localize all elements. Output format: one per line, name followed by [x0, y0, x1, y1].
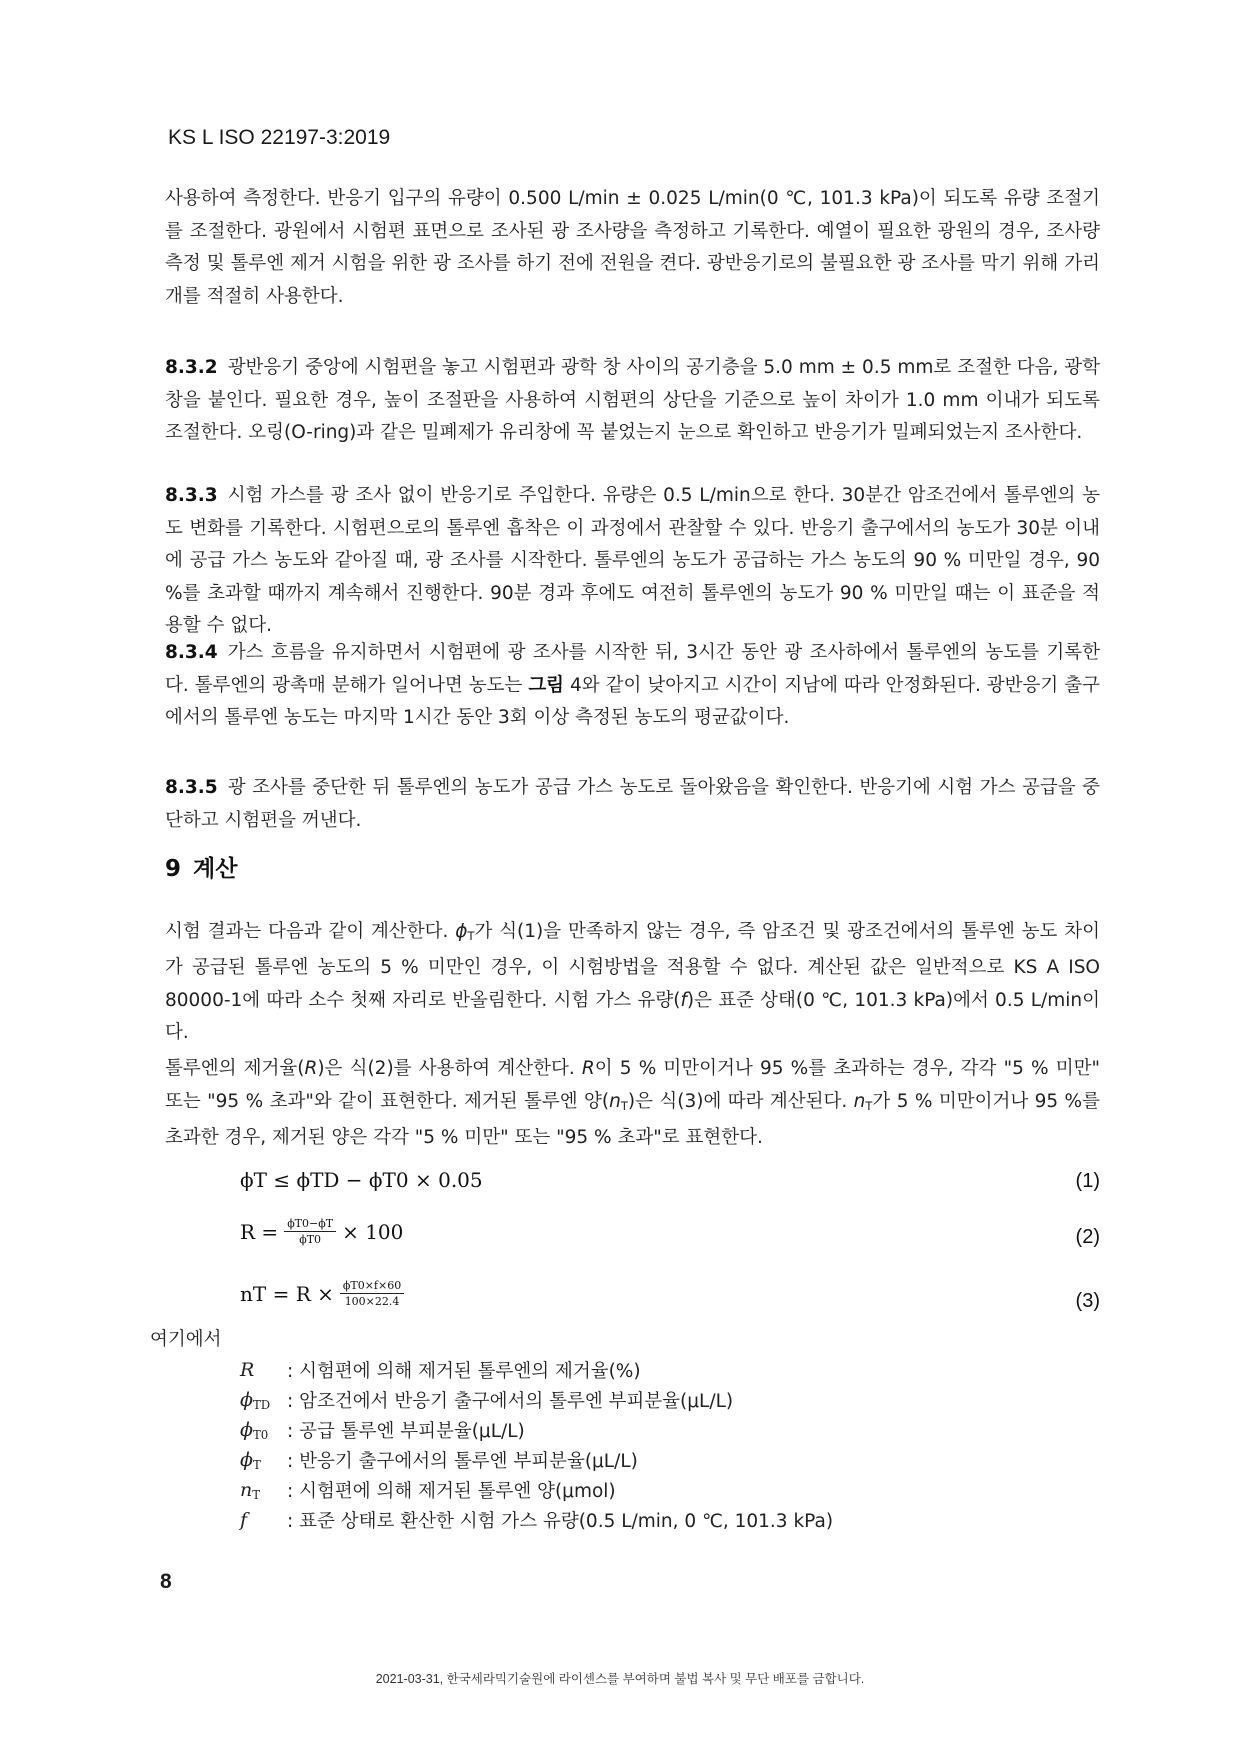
page-number: 8: [160, 1570, 172, 1593]
definition-text: : 표준 상태로 환산한 시험 가스 유량(0.5 L/min, 0 ℃, 101.3 kPa): [287, 1511, 834, 1532]
phi-symbol: [455, 921, 474, 942]
paragraph-text: 광 조사를 중단한 뒤 톨루엔의 농도가 공급 가스 농도로 돌아왔음을 확인한다. 반응기에 시험 가스 공급을 중단하고 시험편을 꺼낸다.: [165, 777, 1100, 831]
equation-text: ϕT ≤ ϕTD − ϕT0 × 0.05: [240, 1168, 483, 1192]
definition-item: [240, 1445, 833, 1475]
clause-number: 8.3.3: [165, 485, 218, 506]
symbol-subscript: T: [252, 1487, 261, 1502]
calculation-paragraph-1: [165, 916, 1100, 1050]
paragraph-text: 4와 같이 낮아지고 시간이 지남에 따라 안정화된다. 광반응기 출구에서의 톨루엔 농도는 마지막 1시간 동안 3회 이상 측정된 농도의 평균값이다.: [165, 674, 1100, 728]
fraction-numerator: ϕT0×f×60: [340, 1278, 404, 1294]
removed-amount-symbol: [609, 1091, 628, 1112]
symbol-text: n: [609, 1090, 621, 1112]
paragraph-text: 이 5 % 미만이거나 95 %를 초과하는 경우, 각각 "5 % 미만" 또는 "95 % 초과"와 같이 표현한다. 제거된 톨루엔 양(: [165, 1058, 1100, 1112]
clause-number: 8.3.4: [165, 642, 218, 663]
equation-1-number: (1): [1075, 1170, 1100, 1192]
equation-rhs: × 100: [342, 1219, 404, 1244]
equation-lhs: R =: [240, 1219, 279, 1244]
clause-8-3-4: [165, 637, 1100, 735]
symbol-text: f: [240, 1508, 248, 1531]
symbol-subscript: T: [252, 1457, 261, 1472]
paragraph-text: 가 식(1)을 만족하지 않는 경우, 즉 암조건 및 광조건에서의 톨루엔 농도 차이가 공급된 톨루엔 농도의 5 % 미만인 경우, 이 시험방법을 적용할 수 없다. 계산된 값은 일반적으로 KS A ISO 80000-1에 따라 소수 첫째 자리로 반올림한다. 시험 가스 유량(: [165, 921, 1100, 1011]
fraction-denominator: 100×22.4: [344, 1295, 400, 1308]
removal-rate-symbol: R: [304, 1058, 318, 1079]
symbol-text: n: [240, 1478, 253, 1501]
calculation-paragraph-2: [165, 1053, 1100, 1154]
equation-3-number: (3): [1075, 1290, 1100, 1312]
symbol-text: n: [853, 1090, 866, 1112]
clause-number: 8.3.5: [165, 777, 218, 798]
paragraph-text: )은 식(2)를 사용하여 계산한다.: [317, 1058, 582, 1079]
symbol-subscript: T: [865, 1098, 873, 1113]
removed-amount-symbol: [854, 1091, 873, 1112]
fraction-numerator: ϕT0−ϕT: [284, 1216, 336, 1232]
paragraph-text: 가스 흐름을 유지하면서 시험편에 광 조사를 시작한 뒤, 3시간 동안 광 조사하에서 톨루엔의 농도를 기록한다. 톨루엔의 광촉매 분해가 일어나면 농도는: [165, 642, 1100, 696]
definition-text: : 시험편에 의해 제거된 톨루엔 양(μmol): [287, 1481, 616, 1502]
standard-code-header: KS L ISO 22197-3:2019: [168, 126, 391, 149]
section-title-text: 계산: [193, 856, 238, 882]
fraction-denominator: ϕT0: [299, 1233, 322, 1246]
paragraph-text: )은 표준 상태(0 ℃, 101.3 kPa)에서 0.5 L/min이다.: [165, 989, 1100, 1044]
definition-item: [240, 1505, 833, 1535]
clause-number: 8.3.2: [165, 357, 218, 378]
symbol-text: ϕ: [240, 1418, 253, 1441]
paragraph-text: 가 5 % 미만이거나 95 %를 초과한 경우, 제거된 양은 각각 "5 % 미만" 또는 "95 % 초과"로 표현한다.: [165, 1090, 1101, 1148]
definition-symbol: [240, 1389, 287, 1412]
symbol-text: ϕ: [240, 1448, 253, 1471]
symbol-subscript: T: [467, 928, 475, 943]
definition-item: [240, 1385, 833, 1415]
section-number: 9: [165, 856, 182, 882]
equation-2-number: (2): [1075, 1226, 1100, 1248]
section-heading: [165, 850, 249, 883]
definition-symbol: [240, 1479, 287, 1502]
definition-symbol: [240, 1419, 287, 1442]
definition-text: : 공급 톨루엔 부피분율(μL/L): [287, 1421, 525, 1442]
clause-8-3-5: [165, 772, 1100, 837]
equation-1: [240, 1168, 483, 1192]
license-footer: 2021-03-31, 한국세라믹기술원에 라이센스를 부여하며 불법 복사 및 무단 배포를 금합니다.: [375, 1672, 865, 1686]
clause-8-3-2: [165, 352, 1100, 450]
paragraph-text: 시험 가스를 광 조사 없이 반응기로 주입한다. 유량은 0.5 L/min으로 한다. 30분간 암조건에서 톨루엔의 농도 변화를 기록한다. 시험편으로의 톨루엔 흡착은 이 과정에서 관찰할 수 있다. 반응기 출구에서의 농도가 30분 이내에 공급 가스 농도와 같아질 때, 광 조사를 시작한다. 톨루엔의 농도가 공급하는 가스 농도의 90 % 미만일 경우, 90 %를 초과할 때까지 계속해서 진행한다. 90분 경과 후에도 여전히 톨루엔의 농도가 90 % 미만일 때는 이 표준을 적용할 수 없다.: [165, 485, 1100, 636]
equation-3: [240, 1278, 410, 1309]
definition-symbol: [240, 1449, 287, 1472]
flow-symbol: f: [680, 989, 687, 1011]
symbol-subscript: T0: [252, 1427, 269, 1442]
definitions-list: [240, 1355, 833, 1535]
paragraph-text: )은 식(3)에 따라 계산된다.: [627, 1090, 854, 1112]
paragraph-text: 광반응기 중앙에 시험편을 놓고 시험편과 광학 창 사이의 공기층을 5.0 mm ± 0.5 mm로 조절한 다음, 광학 창을 붙인다. 필요한 경우, 높이 조절판을 사용하여 시험편의 상단을 기준으로 높이 차이가 1.0 mm 이내가 되도록 조절한다. 오링(O-ring)과 같은 밀폐제가 유리창에 꼭 붙었는지 눈으로 확인하고 반응기가 밀폐되었는지 조사한다.: [165, 357, 1100, 443]
symbol-text: ϕ: [240, 1388, 253, 1411]
symbol-text: ϕ: [455, 921, 468, 942]
definition-symbol: [240, 1359, 287, 1382]
paragraph-text: 사용하여 측정한다. 반응기 입구의 유량이 0.500 L/min ± 0.025 L/min(0 ℃, 101.3 kPa)이 되도록 유량 조절기를 조절한다. 광원에서 시험편 표면으로 조사된 광 조사량을 측정하고 기록한다. 예열이 필요한 광원의 경우, 조사량 측정 및 톨루엔 제거 시험을 위한 광 조사를 하기 전에 전원을 켠다. 광반응기로의 불필요한 광 조사를 막기 위해 가리개를 적절히 사용한다.: [165, 188, 1100, 307]
symbol-subscript: T: [620, 1098, 628, 1113]
equation-fraction: [340, 1278, 404, 1309]
definition-symbol: [240, 1509, 287, 1532]
paragraph-text: 시험 결과는 다음과 같이 계산한다.: [165, 921, 456, 942]
equation-fraction: [284, 1216, 336, 1247]
clause-8-3-3: [165, 480, 1100, 643]
paragraph-continued: [165, 183, 1100, 313]
definition-text: : 암조건에서 반응기 출구에서의 톨루엔 부피분율(μL/L): [287, 1391, 734, 1412]
equation-lhs: nT = R ×: [240, 1281, 334, 1306]
definitions-intro: 여기에서: [150, 1329, 222, 1350]
removal-rate-symbol: R: [581, 1058, 595, 1079]
figure-reference: 그림: [528, 674, 565, 696]
symbol-subscript: TD: [252, 1397, 271, 1412]
definition-item: [240, 1355, 833, 1385]
definition-item: [240, 1415, 833, 1445]
paragraph-text: 톨루엔의 제거율(: [165, 1058, 305, 1079]
definition-text: : 시험편에 의해 제거된 톨루엔의 제거율(%): [287, 1361, 641, 1382]
symbol-text: R: [240, 1358, 255, 1381]
definition-item: [240, 1475, 833, 1505]
equation-2: [240, 1216, 403, 1247]
definition-text: : 반응기 출구에서의 톨루엔 부피분율(μL/L): [287, 1451, 638, 1472]
